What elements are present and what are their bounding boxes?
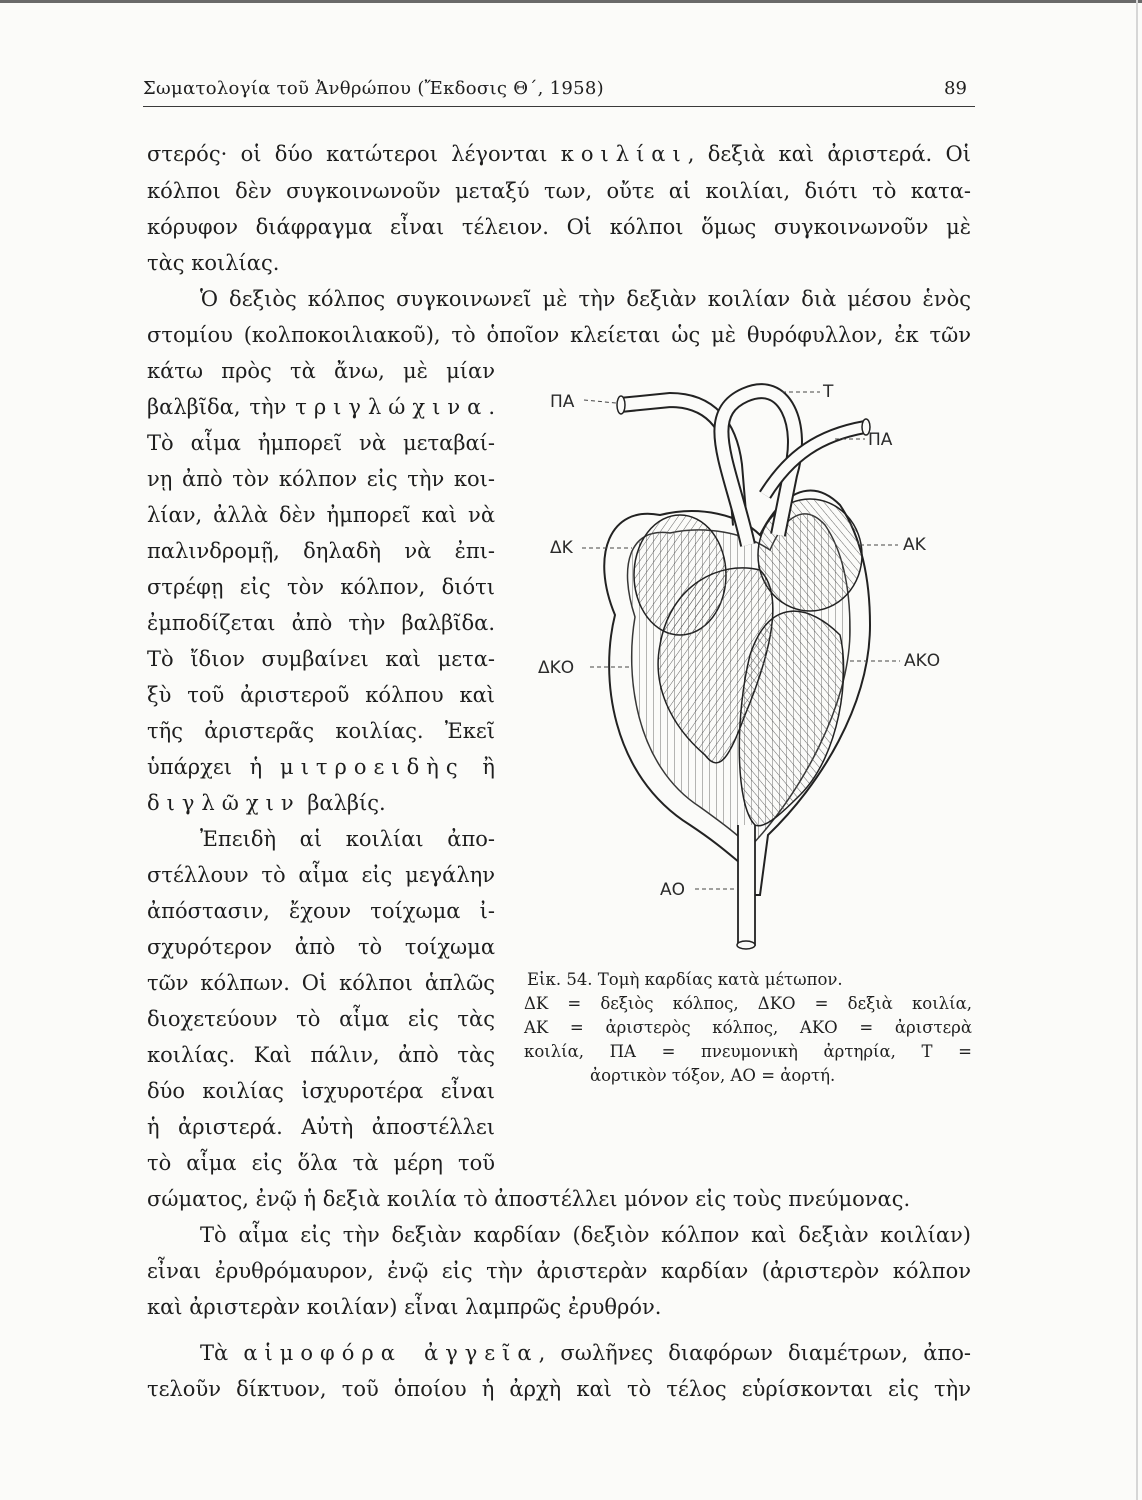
- header-divider: [143, 106, 975, 107]
- page-edge: [0, 0, 1142, 3]
- label-ako: ΑΚΟ: [904, 651, 941, 671]
- text-line: στρέφῃ εἰς τὸν κόλπον, διότι: [147, 575, 495, 599]
- running-header-title: Σωματολογία τοῦ Ἀνθρώπου (Ἔκδοσις Θ΄, 1958): [143, 78, 604, 99]
- text-line: ὑπάρχει ἡ μιτροειδὴς ἢ: [147, 755, 495, 779]
- left-ventricle: [739, 611, 843, 826]
- text-line: Ὁ δεξιὸς κόλπος συγκοινωνεῖ μὲ τὴν δεξιὰν κοιλίαν διὰ μέσου ἑνὸς: [200, 287, 971, 311]
- page-number: 89: [944, 78, 967, 99]
- text-line: κόλποι δὲν συγκοινωνοῦν μεταξύ των, οὔτε αἱ κοιλίαι, διότι τὸ κατα-: [147, 179, 971, 203]
- pulmonary-artery-right: [765, 427, 865, 495]
- heart-section-figure: [520, 355, 980, 960]
- text-line: ἐμποδίζεται ἀπὸ τὴν βαλβῖδα.: [147, 611, 495, 635]
- label-ak: ΑΚ: [903, 535, 926, 555]
- label-pa-right: ΠΑ: [868, 430, 893, 450]
- text-line: εἶναι ἐρυθρόμαυρον, ἐνῷ εἰς τὴν ἀριστερὰν καρδίαν (ἀριστερὸν κόλπον: [147, 1259, 971, 1283]
- text-line: διοχετεύουν τὸ αἷμα εἰς τὰς: [147, 1007, 495, 1031]
- text-line: βαλβῖδα, τὴν τριγλώχινα.: [147, 395, 495, 419]
- text-line: τελοῦν δίκτυον, τοῦ ὁποίου ἡ ἀρχὴ καὶ τὸ τέλος εὑρίσκονται εἰς τὴν: [147, 1377, 971, 1401]
- figure-caption-line: ΑΚ = ἀριστερὸς κόλπος, ΑΚΟ = ἀριστερὰ: [524, 1018, 972, 1037]
- figure-caption-line: ἀορτικὸν τόξον, ΑΟ = ἀορτή.: [590, 1066, 836, 1085]
- text-line: τῶν κόλπων. Οἱ κόλποι ἁπλῶς: [147, 971, 495, 995]
- text-line: τὸ αἷμα εἰς ὅλα τὰ μέρη τοῦ: [147, 1151, 495, 1175]
- text-line: Τὸ αἷμα ἠμπορεῖ νὰ μεταβαί-: [147, 431, 495, 455]
- label-t: Τ: [823, 382, 834, 402]
- text-line: κόρυφον διάφραγμα εἶναι τέλειον. Οἱ κόλποι ὅμως συγκοινωνοῦν μὲ: [147, 215, 971, 239]
- text-line: ἡ ἀριστερά. Αὐτὴ ἀποστέλλει: [147, 1115, 495, 1139]
- page-edge-shadow: [1136, 0, 1138, 1500]
- text-line: σώματος, ἐνῷ ἡ δεξιὰ κοιλία τὸ ἀποστέλλει μόνον εἰς τοὺς πνεύμονας.: [147, 1187, 911, 1211]
- text-line: στομίου (κολποκοιλιακοῦ), τὸ ὁποῖον κλείεται ὡς μὲ θυρόφυλλον, ἐκ τῶν: [147, 323, 971, 347]
- figure-caption-title: Εἰκ. 54. Τομὴ καρδίας κατὰ μέτωπον.: [527, 970, 843, 989]
- heart-illustration: [520, 355, 980, 960]
- text-line: λίαν, ἀλλὰ δὲν ἠμπορεῖ καὶ νὰ: [147, 503, 495, 527]
- figure-caption-line: κοιλία, ΠΑ = πνευμονικὴ ἀρτηρία, Τ =: [524, 1042, 972, 1061]
- text-line: τὰς κοιλίας.: [147, 251, 280, 275]
- text-line: δύο κοιλίας ἰσχυροτέρα εἶναι: [147, 1079, 495, 1103]
- figure-caption-line: ΔΚ = δεξιὸς κόλπος, ΔΚΟ = δεξιὰ κοιλία,: [524, 994, 972, 1013]
- descending-aorta: [738, 825, 755, 945]
- left-atrium: [758, 499, 862, 611]
- text-line: στέλλουν τὸ αἷμα εἰς μεγάλην: [147, 863, 495, 887]
- text-line: διγλῶχιν βαλβίς.: [147, 791, 386, 815]
- label-dk: ΔΚ: [550, 538, 573, 558]
- text-line: παλινδρομῇ, δηλαδὴ νὰ ἐπι-: [147, 539, 495, 563]
- text-line: στερός· οἱ δύο κατώτεροι λέγονται κοιλίαι, δεξιὰ καὶ ἀριστερά. Οἱ: [147, 142, 971, 166]
- text-line: Τὸ ἴδιον συμβαίνει καὶ μετα-: [147, 647, 495, 671]
- text-line: τῆς ἀριστερᾶς κοιλίας. Ἐκεῖ: [147, 719, 495, 743]
- text-line: ξὺ τοῦ ἀριστεροῦ κόλπου καὶ: [147, 683, 495, 707]
- label-pa-left: ΠΑ: [550, 392, 575, 412]
- text-line: κάτω πρὸς τὰ ἄνω, μὲ μίαν: [147, 359, 495, 383]
- text-line: Τὸ αἷμα εἰς τὴν δεξιὰν καρδίαν (δεξιὸν κόλπον καὶ δεξιὰν κοιλίαν): [200, 1223, 971, 1247]
- text-line: κοιλίας. Καὶ πάλιν, ἀπὸ τὰς: [147, 1043, 495, 1067]
- label-dko: ΔΚΟ: [538, 658, 575, 678]
- text-line: σχυρότερον ἀπὸ τὸ τοίχωμα: [147, 935, 495, 959]
- text-line: νῃ ἀπὸ τὸν κόλπον εἰς τὴν κοι-: [147, 467, 495, 491]
- text-line: καὶ ἀριστερὰν κοιλίαν) εἶναι λαμπρῶς ἐρυθρόν.: [147, 1295, 662, 1319]
- text-line: Ἐπειδὴ αἱ κοιλίαι ἀπο-: [200, 827, 495, 851]
- label-ao: ΑΟ: [660, 880, 686, 900]
- text-line: Τὰ αἱμοφόρα ἀγγεῖα, σωλῆνες διαφόρων διαμέτρων, ἀπο-: [200, 1341, 971, 1365]
- text-line: ἀπόστασιν, ἔχουν τοίχωμα ἰ-: [147, 899, 495, 923]
